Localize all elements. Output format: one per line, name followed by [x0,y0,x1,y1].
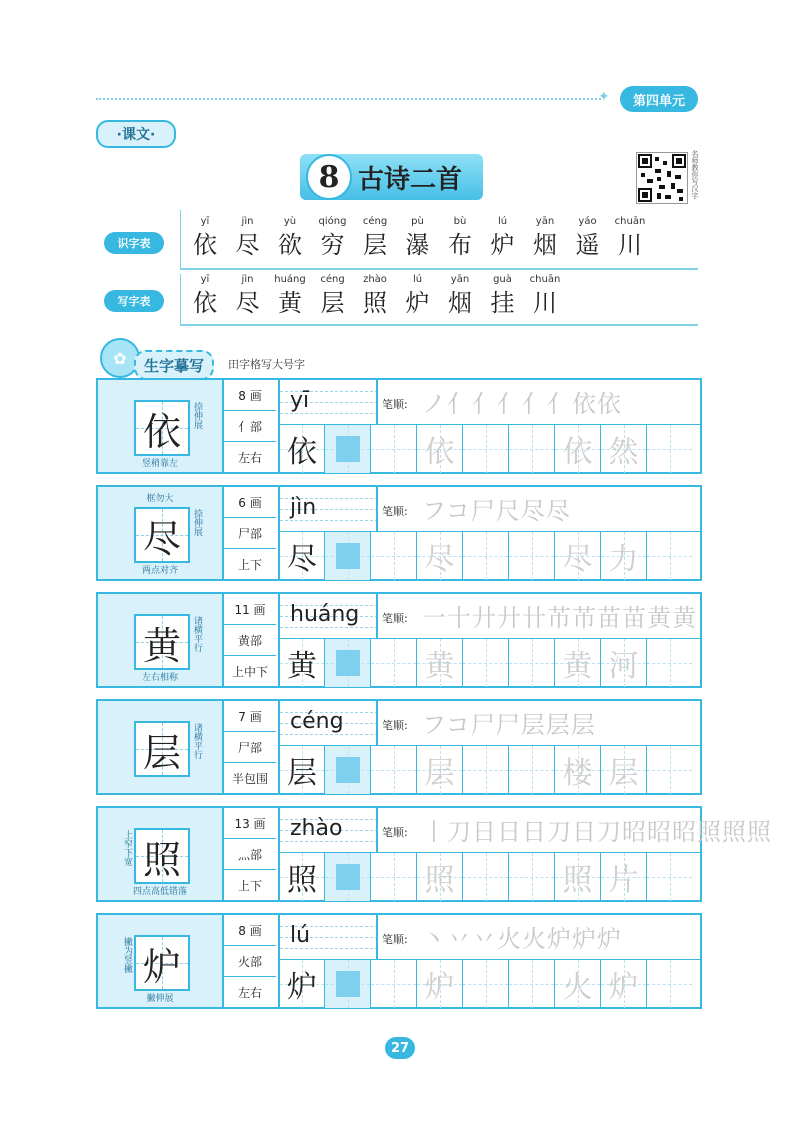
char-entry [227,216,269,260]
model-char-box [134,935,190,991]
char-panel [98,487,224,579]
char-entry [312,216,354,260]
bird-icon: ✿ [100,338,140,378]
trace-char: 然 [608,435,639,470]
model-char: 尽 [142,516,181,561]
char-entry [439,216,481,260]
pinyin-box [278,915,378,959]
practice-cell[interactable] [416,532,462,580]
practice-cell[interactable] [324,853,370,901]
practice-grid[interactable] [278,638,700,687]
char-panel [98,380,224,472]
trace-char: 河 [608,649,639,684]
char-panel [98,701,224,793]
pinyin: huáng [274,274,306,285]
practice-char: 黄 [287,649,317,684]
pinyin: huáng [290,602,360,627]
char-entry [567,216,609,260]
trace-char: 层 [608,756,639,791]
practice-cell[interactable] [600,425,646,473]
stroke-count: 8 画 [224,380,276,411]
pinyin: chuān [614,216,646,227]
model-char: 炉 [142,944,181,989]
practice-cell[interactable] [278,960,324,1008]
char-entry [184,216,226,260]
qr-code-icon[interactable] [636,152,688,204]
trace-char: 层 [424,756,455,791]
practice-cell[interactable] [462,853,508,901]
model-char-box [134,828,190,884]
practice-cell[interactable] [646,532,692,580]
unit-badge: 第四单元 [620,86,698,112]
char-entry [227,274,269,318]
practice-cell[interactable] [278,853,324,901]
pinyin-box [278,808,378,852]
radical-highlight [336,757,360,783]
char-info [224,380,276,472]
structure: 半包围 [231,771,268,786]
pinyin: jìn [241,274,254,285]
radical: 尸部 [224,732,276,763]
pinyin: lú [412,274,423,285]
writing-tip: 诸横平行 [192,723,202,759]
stroke-count: 6 画 [224,487,276,518]
char-info [224,701,276,793]
stroke-count: 13 画 [224,808,276,839]
stroke-sequence: ノ亻亻亻亻亻依依 [422,390,622,418]
radical-highlight [336,650,360,676]
writing-tip: 上窄下宽 [122,830,132,866]
section-title: 生字摹写 [134,350,214,380]
trace-char: 黄 [562,649,593,684]
practice-cell[interactable] [416,746,462,794]
practice-cell[interactable] [508,746,554,794]
practice-cell[interactable] [370,425,416,473]
char-practice-block [96,913,702,1009]
pinyin: yān [450,274,470,285]
section-subtitle: 田字格写大号字 [228,358,305,371]
practice-cell[interactable] [370,853,416,901]
practice-char: 照 [287,863,317,898]
practice-grid[interactable] [278,531,700,580]
radical: 尸部 [224,518,276,549]
model-char: 照 [142,837,181,882]
practice-cell[interactable] [278,639,324,687]
pinyin-box [278,594,378,638]
practice-cell[interactable] [370,532,416,580]
practice-cell[interactable] [646,639,692,687]
practice-cell[interactable] [462,532,508,580]
practice-cell[interactable] [600,853,646,901]
practice-cell[interactable] [324,639,370,687]
practice-cell[interactable] [554,960,600,1008]
stroke-order [376,915,702,959]
practice-cell[interactable] [508,532,554,580]
page-number: 27 [385,1037,415,1059]
practice-cell[interactable] [324,746,370,794]
stroke-label: 笔顺: [382,826,408,839]
stroke-sequence: 丨刀日日日刀日刀昭昭昭照照照 [422,818,772,846]
hanzi: 依 [193,289,217,317]
radical-highlight [336,971,360,997]
practice-cell[interactable] [646,425,692,473]
practice-cell[interactable] [600,639,646,687]
practice-cell[interactable] [416,425,462,473]
stroke-order [376,594,702,638]
radical: 亻部 [224,411,276,442]
qr-caption: 名师教你写汉字 [691,150,699,199]
pinyin: yáo [578,216,597,227]
trace-char: 照 [424,863,455,898]
model-char-box [134,507,190,563]
practice-cell[interactable] [508,639,554,687]
hanzi: 炉 [405,289,430,317]
practice-char: 炉 [287,970,317,1005]
structure: 左右 [237,450,262,465]
radical-highlight [336,864,360,890]
structure: 上下 [237,557,262,572]
hanzi: 依 [193,231,217,259]
practice-cell[interactable] [600,746,646,794]
practice-cell[interactable] [416,960,462,1008]
char-practice-block [96,378,702,474]
lesson-title: 古诗二首 [358,164,463,195]
shizi-table [180,214,698,270]
writing-tip: 左右相称 [141,673,178,683]
practice-cell[interactable] [278,425,324,473]
stroke-label: 笔顺: [382,505,408,518]
pinyin: yù [283,216,297,227]
stroke-sequence: フコ尸尺尽尽 [422,497,571,525]
stroke-order [376,380,702,424]
practice-cell[interactable] [554,425,600,473]
practice-cell[interactable] [462,639,508,687]
practice-cell[interactable] [554,639,600,687]
practice-cell[interactable] [278,746,324,794]
stroke-count: 11 画 [224,594,276,625]
pinyin: céng [362,216,388,227]
practice-cell[interactable] [554,532,600,580]
pinyin-box [278,701,378,745]
char-info [224,808,276,900]
practice-cell[interactable] [416,639,462,687]
char-entry [354,274,396,318]
practice-cell[interactable] [508,960,554,1008]
practice-cell[interactable] [370,746,416,794]
pinyin: jìn [241,216,254,227]
practice-cell[interactable] [462,960,508,1008]
char-panel [98,915,224,1007]
trace-char: 依 [562,435,593,470]
hanzi: 烟 [448,289,472,317]
trace-char: 火 [562,970,593,1005]
lesson-number: 8 [306,154,352,200]
structure: 上中下 [231,664,268,679]
stroke-label: 笔顺: [382,398,408,411]
model-char: 黄 [142,623,181,668]
radical: 灬部 [224,839,276,870]
hanzi: 层 [363,231,387,259]
pinyin: yān [535,216,555,227]
writing-tip: 捺伸展 [192,402,202,429]
stroke-label: 笔顺: [382,719,408,732]
char-practice-block [96,485,702,581]
radical-highlight [336,436,360,462]
pinyin: yī [200,274,210,285]
practice-cell[interactable] [554,853,600,901]
char-entry [397,274,439,318]
trace-char: 尽 [424,542,455,577]
hanzi: 尽 [235,231,260,259]
pinyin: jìn [290,495,317,520]
structure: 左右 [237,985,262,1000]
char-entry [269,216,311,260]
char-entry [354,216,396,260]
trace-char: 炉 [424,970,455,1005]
practice-cell[interactable] [416,853,462,901]
trace-char: 黄 [424,649,455,684]
practice-grid[interactable] [278,745,700,794]
stroke-order [376,487,702,531]
model-char-box [134,614,190,670]
hanzi: 黄 [278,289,302,317]
practice-cell[interactable] [508,853,554,901]
structure: 上下 [237,878,262,893]
char-practice-block [96,806,772,902]
pinyin-box [278,487,378,531]
char-entry [312,274,354,318]
pinyin: lú [497,216,508,227]
char-entry [482,216,524,260]
pinyin: céng [320,274,345,285]
header-divider [96,98,601,100]
xiezi-table [180,272,698,326]
hanzi: 炉 [490,231,515,259]
pinyin: chuān [529,274,561,285]
practice-cell[interactable] [554,746,600,794]
lesson-title-banner [300,154,483,200]
practice-cell[interactable] [324,960,370,1008]
practice-cell[interactable] [646,960,692,1008]
practice-cell[interactable] [600,960,646,1008]
radical: 火部 [224,946,276,977]
stroke-count: 8 画 [224,915,276,946]
radical-highlight [336,543,360,569]
hanzi: 挂 [490,289,515,317]
model-char: 依 [142,409,181,454]
hanzi: 遥 [575,231,600,259]
practice-cell[interactable] [646,853,692,901]
hanzi: 照 [363,289,387,317]
char-entry [184,274,226,318]
stroke-order [376,701,702,745]
char-panel [98,594,224,686]
stroke-order [376,808,772,852]
char-entry [609,216,651,260]
practice-grid[interactable] [278,852,700,901]
trace-char: 力 [608,542,639,577]
trace-char: 尽 [562,542,593,577]
pinyin: lú [290,923,311,948]
hanzi: 布 [448,231,472,259]
practice-cell[interactable] [600,532,646,580]
char-entry [397,216,439,260]
char-entry [524,274,566,318]
writing-tip: 撇伸展 [146,994,174,1004]
pinyin: yī [290,388,310,413]
stroke-label: 笔顺: [382,933,408,946]
hanzi: 川 [533,289,557,317]
pinyin: yī [200,216,210,227]
char-info [224,594,276,686]
radical: 黄部 [224,625,276,656]
pinyin: céng [290,709,344,734]
char-practice-block [96,699,702,795]
hanzi: 欲 [278,231,302,259]
writing-tip: 诸横平行 [192,616,202,652]
practice-cell[interactable] [324,532,370,580]
char-panel [98,808,224,900]
practice-cell[interactable] [462,746,508,794]
writing-tip: 竖稍靠左 [141,459,178,469]
char-info [224,487,276,579]
hanzi: 尽 [235,289,260,317]
practice-char: 尽 [287,542,317,577]
practice-cell[interactable] [646,746,692,794]
hanzi: 烟 [533,231,557,259]
writing-tip: 四点高低错落 [132,887,187,897]
char-info [224,915,276,1007]
pinyin: pù [411,216,424,227]
practice-cell[interactable] [508,425,554,473]
hanzi: 层 [320,289,345,317]
model-char: 层 [142,730,181,775]
pinyin: zhào [363,274,387,285]
practice-grid[interactable] [278,424,700,473]
model-char-box [134,400,190,456]
practice-grid[interactable] [278,959,700,1008]
xiezi-table-label: 写字表 [104,290,164,312]
shizi-table-label: 识字表 [104,232,164,254]
model-char-box [134,721,190,777]
trace-char: 片 [608,863,639,898]
trace-char: 依 [424,435,455,470]
pinyin: qióng [318,216,347,227]
char-entry [439,274,481,318]
stroke-sequence: フコ尸尸层层层 [422,711,596,739]
pinyin-box [278,380,378,424]
pinyin: guà [493,274,512,285]
char-entry [524,216,566,260]
lesson-type-badge: ·课文· [96,120,176,148]
char-entry [269,274,311,318]
char-practice-block [96,592,702,688]
practice-cell[interactable] [370,639,416,687]
stroke-label: 笔顺: [382,612,408,625]
stroke-count: 7 画 [224,701,276,732]
practice-cell[interactable] [370,960,416,1008]
stroke-sequence: 丶丷丷火火炉炉炉 [422,925,622,953]
writing-tip: 两点对齐 [141,566,178,576]
trace-char: 楼 [562,756,593,791]
pinyin: zhào [290,816,343,841]
char-entry [482,274,524,318]
stroke-sequence: 一十廾廾卄芇芇苗苗黄黄 [422,604,697,632]
hanzi: 瀑 [405,231,430,259]
pinyin: bù [453,216,467,227]
star-icon: ✦ [598,89,610,105]
practice-cell[interactable] [462,425,508,473]
practice-cell[interactable] [324,425,370,473]
trace-char: 炉 [608,970,639,1005]
practice-char: 依 [287,435,317,470]
writing-tip: 框勿大 [146,494,174,504]
trace-char: 照 [562,863,593,898]
hanzi: 穷 [320,231,345,259]
hanzi: 川 [618,231,642,259]
practice-cell[interactable] [278,532,324,580]
writing-tip: 捺伸展 [192,509,202,536]
practice-char: 层 [287,756,317,791]
writing-tip: 撇为竖撇 [122,937,132,973]
